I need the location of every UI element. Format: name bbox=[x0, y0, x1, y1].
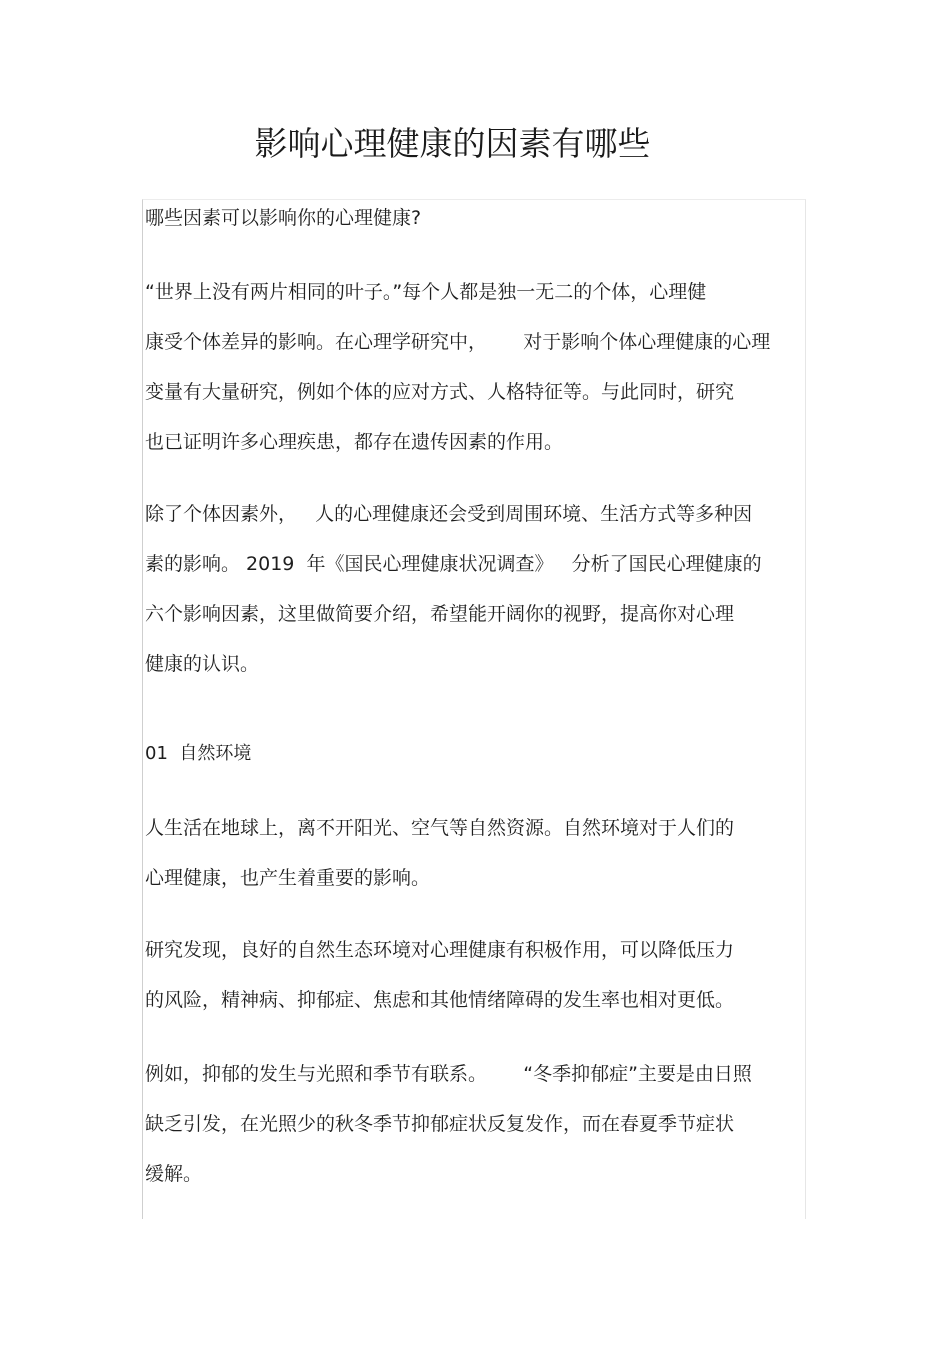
intro-question: 哪些因素可以影响你的心理健康? bbox=[145, 207, 422, 229]
paragraph-5-line-2: 缺乏引发，在光照少的秋冬季节抑郁症状反复发作，而在春夏季节症状 bbox=[145, 1113, 735, 1135]
document-title: 影响心理健康的因素有哪些 bbox=[254, 124, 651, 163]
paragraph-5-line-3: 缓解。 bbox=[145, 1163, 203, 1185]
paragraph-1-line-3: 变量有大量研究，例如个体的应对方式、人格特征等。与此同时，研究 bbox=[145, 381, 735, 403]
paragraph-3-line-1: 人生活在地球上，离不开阳光、空气等自然资源。自然环境对于人们的 bbox=[145, 817, 735, 839]
paragraph-2-line-2: 素的影响。 2019 年《国民心理健康状况调查》 分析了国民心理健康的 bbox=[145, 553, 762, 575]
paragraph-2-line-1: 除了个体因素外， 人的心理健康还会受到周围环境、生活方式等多种因 bbox=[145, 503, 753, 525]
paragraph-5-line-1: 例如，抑郁的发生与光照和季节有联系。 “冬季抑郁症”主要是由日照 bbox=[145, 1063, 752, 1085]
paragraph-2-line-4: 健康的认识。 bbox=[145, 653, 260, 675]
paragraph-3-line-2: 心理健康，也产生着重要的影响。 bbox=[145, 867, 431, 889]
paragraph-4-line-1: 研究发现，良好的自然生态环境对心理健康有积极作用，可以降低压力 bbox=[145, 939, 735, 961]
section-heading-natural-environment: 01 自然环境 bbox=[145, 743, 252, 764]
paragraph-4-line-2: 的风险，精神病、抑郁症、焦虑和其他情绪障碍的发生率也相对更低。 bbox=[145, 989, 735, 1011]
paragraph-1-line-1: “世界上没有两片相同的叶子。”每个人都是独一无二的个体，心理健 bbox=[145, 281, 707, 303]
paragraph-2-line-3: 六个影响因素，这里做简要介绍，希望能开阔你的视野，提高你对心理 bbox=[145, 603, 735, 625]
paragraph-1-line-2: 康受个体差异的影响。在心理学研究中， 对于影响个体心理健康的心理 bbox=[145, 331, 771, 353]
paragraph-1-line-4: 也已证明许多心理疾患，都存在遗传因素的作用。 bbox=[145, 431, 564, 453]
